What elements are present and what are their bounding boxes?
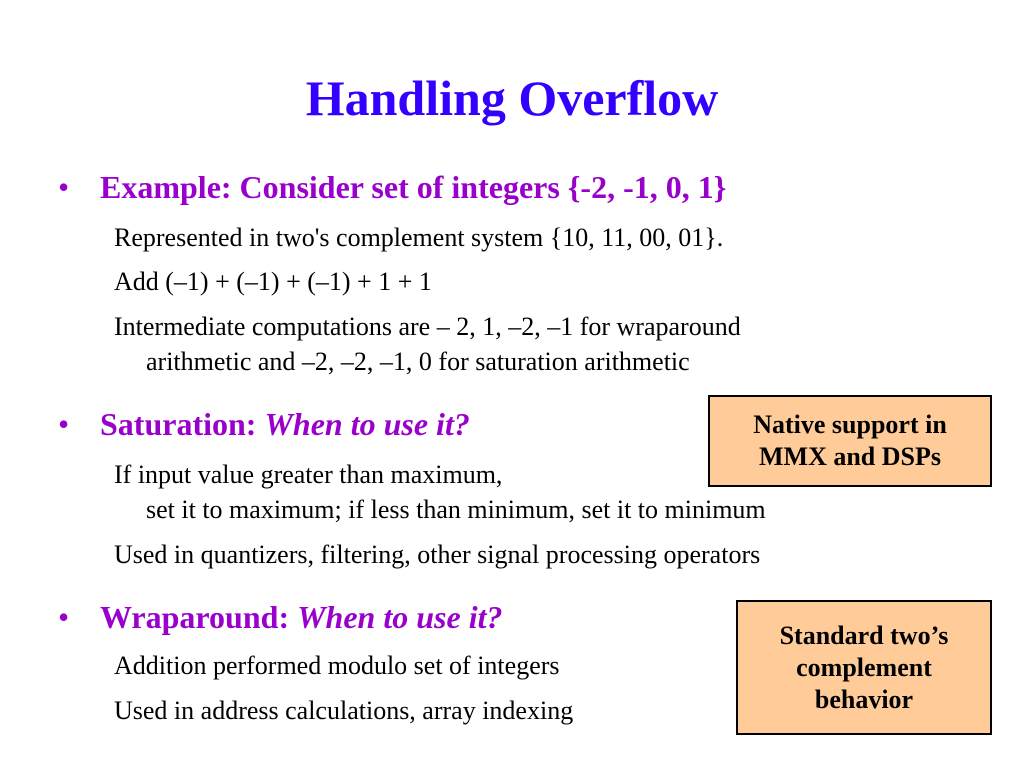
heading-saturation: Saturation:	[100, 406, 257, 442]
example-line-4: arithmetic and –2, –2, –1, 0 for saturation arithmetic	[146, 347, 690, 376]
bullet-wraparound	[58, 598, 502, 636]
bullet-example	[58, 168, 726, 206]
bullet-marker: •	[58, 599, 70, 635]
saturation-line-3: Used in quantizers, filtering, other signal processing operators	[114, 540, 761, 569]
callout-line: Standard two’s	[779, 620, 949, 650]
heading-saturation-question: When to use it?	[264, 406, 470, 442]
example-line-2: Add (–1) + (–1) + (–1) + 1 + 1	[114, 267, 432, 296]
heading-example: Example: Consider set of integers {-2, -1, 0, 1}	[100, 169, 727, 205]
saturation-line-1: If input value greater than maximum,	[114, 460, 503, 489]
example-line-3: Intermediate computations are – 2, 1, –2, –1 for wraparound	[114, 312, 741, 341]
heading-wraparound-question: When to use it?	[297, 599, 503, 635]
example-line-1: Represented in two's complement system {10, 11, 00, 01}.	[114, 223, 724, 252]
bullet-saturation	[58, 405, 470, 443]
callout-line: behavior	[814, 684, 914, 714]
heading-wraparound: Wraparound:	[100, 599, 290, 635]
bullet-marker: •	[58, 169, 70, 205]
wraparound-line-1: Addition performed modulo set of integers	[114, 651, 560, 680]
wraparound-line-2: Used in address calculations, array indexing	[114, 696, 574, 725]
callout-line: MMX and DSPs	[758, 442, 941, 471]
callout-line: complement	[796, 652, 932, 682]
callout-native-support	[708, 395, 992, 487]
bullet-marker: •	[58, 406, 70, 442]
callout-line: Native support in	[753, 410, 947, 439]
slide-title: Handling Overflow	[305, 70, 719, 126]
saturation-line-2: set it to maximum; if less than minimum, set it to minimum	[146, 495, 766, 524]
callout-standard-behavior	[736, 600, 992, 735]
